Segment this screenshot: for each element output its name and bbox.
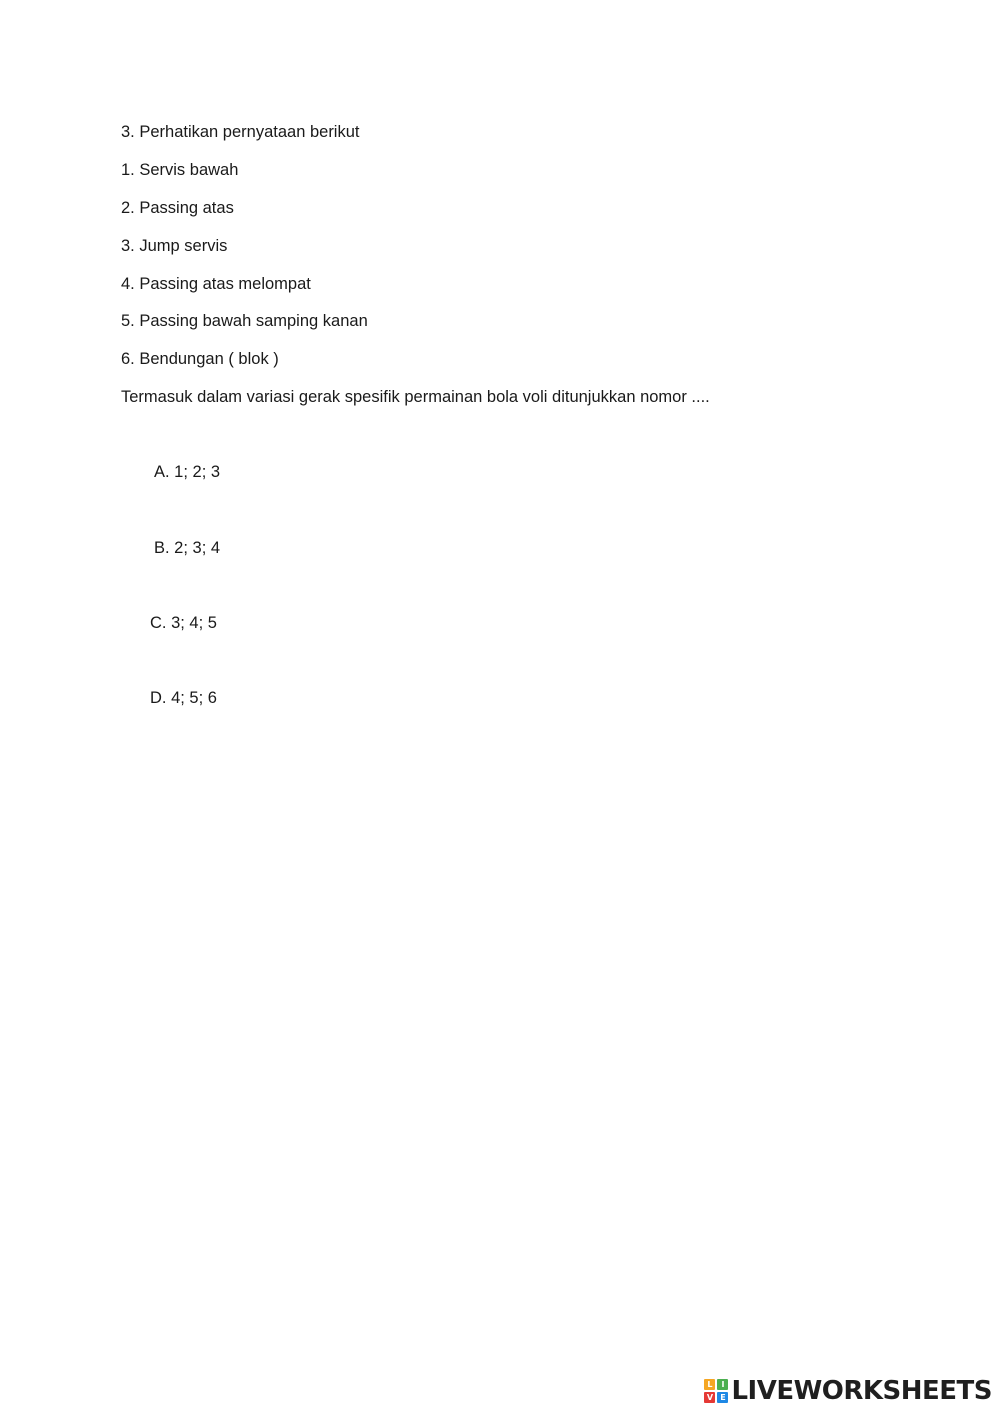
answer-option-b: B. 2; 3; 4	[154, 539, 221, 557]
liveworksheets-logo	[704, 1377, 992, 1405]
logo-tile: L	[704, 1379, 715, 1390]
answer-option-a: A. 1; 2; 3	[154, 463, 221, 481]
answer-option-d: D. 4; 5; 6	[150, 689, 217, 707]
statement-item: 3. Jump servis	[121, 237, 228, 255]
statement-item: 6. Bendungan ( blok )	[121, 350, 279, 368]
answer-option-c: C. 3; 4; 5	[150, 614, 217, 632]
brand-text: LIVEWORKSHEETS	[731, 1376, 992, 1406]
question-intro: 3. Perhatikan pernyataan berikut	[121, 123, 360, 141]
statement-item: 2. Passing atas	[121, 199, 234, 217]
statement-item: 1. Servis bawah	[121, 161, 239, 179]
logo-tile: V	[704, 1392, 715, 1403]
question-prompt: Termasuk dalam variasi gerak spesifik permainan bola voli ditunjukkan nomor ....	[121, 388, 710, 406]
statement-item: 5. Passing bawah samping kanan	[121, 312, 368, 330]
liveworksheets-logo-icon	[704, 1379, 728, 1403]
logo-tile: E	[717, 1392, 728, 1403]
statement-item: 4. Passing atas melompat	[121, 275, 311, 293]
logo-tile: I	[717, 1379, 728, 1390]
